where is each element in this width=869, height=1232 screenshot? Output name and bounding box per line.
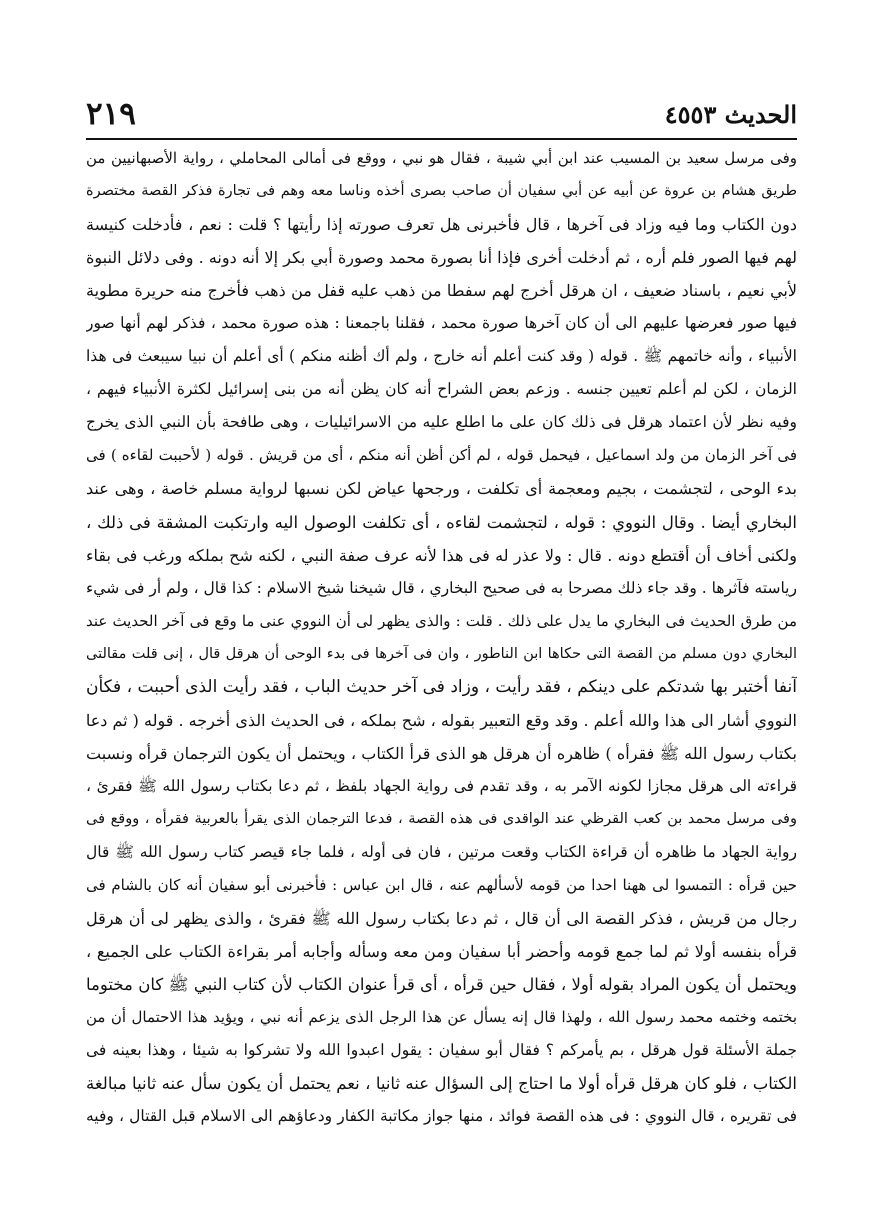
text-line: الكتاب ، فلو كان هرقل قرأه أولا ما احتاج إلى السؤال عنه ثانيا ، نعم يحتمل أن يكون سأل عنه ثانيا مبالغة [86,1074,797,1094]
text-line: رياسته فآثرها . وقد جاء ذلك مصرحا به فى صحيح البخاري ، قال شيخنا شيخ الاسلام : كذا قال ، ولم أر فى شيء [86,578,797,597]
text-line: ويحتمل أن يكون المراد بقوله أولا ، فقال حين قرأه ، أى قرأ عنوان الكتاب لأن كتاب النبي ﷺ كان مختوما [86,975,797,995]
text-line: وفيه نظر لأن اعتماد هرقل فى ذلك كان على ما اطلع عليه من الاسرائيليات ، وهى طافحة بأن النبي الذى يخرج [86,413,797,432]
text-line: حين قرأه : التمسوا لى ههنا احدا من قومه لأسألهم عنه ، قال ابن عباس : فأخبرنى أبو سفيان أنه كان بالشام فى [86,876,797,895]
running-title: الحديث ٤٥٥٣ [664,100,797,129]
text-line: وفى مرسل سعيد بن المسيب عند ابن أبي شيبة ، فقال هو نبي ، ووقع فى أمالى المحاملي ، رواية الأصبهانيين من [86,149,797,167]
text-line: بختمه وختمه محمد رسول الله ، ولهذا قال إنه يسأل عن هذا الرجل الذى يزعم أنه نبي ، ويؤيد هذا الاحتمال أن من [86,1008,797,1027]
text-line: فى آخر الزمان من ولد اسماعيل ، فيحمل قوله ، لم أكن أظن أنه منكم ، أى من قريش . قوله ( لأحببت لقاءه ) فى [86,446,797,465]
text-line: رواية الجهاد ما ظاهره أن قراءة الكتاب وقعت مرتين ، فان فى أوله ، فلما جاء قيصر كتاب رسول الله ﷺ قال [86,842,797,861]
text-line: آنفا أختبر بها شدتكم على دينكم ، فقد رأيت ، وزاد فى آخر حديث الباب ، فقد رأيت الذى أحببت ، فكأن [86,676,797,697]
text-line: من طرق الحديث فى البخاري ما يدل على ذلك . قلت : والذى يظهر لى أن النووي عنى ما وقع فى آخر الحديث عند [86,611,797,630]
text-line: وفى مرسل محمد بن كعب القرظي عند الواقدى فى هذه القصة ، فدعا الترجمان الذى يقرأ بالعربية فقرأه ، ووقع فى [86,810,797,827]
text-line: الأنبياء ، وأنه خاتمهم ﷺ . قوله ( وقد كنت أعلم أنه خارج ، ولم أك أظنه منكم ) أى أعلم أن نبيا سيبعث فى هذا [86,347,797,366]
header-rule [86,138,797,140]
text-line: بدء الوحى ، لتجشمت ، بجيم ومعجمة أى تكلفت ، ورجحها عياض لكن نسبها لرواية مسلم خاصة ، وهى عند [86,479,797,499]
text-line: لأبي نعيم ، باسناد ضعيف ، ان هرقل أخرج لهم سفطا من ذهب عليه قفل من ذهب فأخرج منه حريرة مطوية [86,281,797,301]
text-line: دون الكتاب وما فيه وزاد فى آخرها ، قال فأخبرنى هل تعرف صورته إذا رأيتها ؟ قلت : نعم ، فأدخلت كنيسة [86,215,797,235]
text-line: بكتاب رسول الله ﷺ فقرأه ) ظاهره أن هرقل هو الذى قرأ الكتاب ، ويحتمل أن يكون الترجمان قرأه ونسبت [86,743,797,763]
text-line: رجال من قريش ، فذكر القصة الى أن قال ، ثم دعا بكتاب رسول الله ﷺ فقرئ ، والذى يظهر لى أن هرقل [86,909,797,929]
text-line: لهم فيها الصور فلم أره ، ثم أدخلت أخرى فإذا أنا بصورة محمد وصورة أبي بكر إلا أنه دونه . وفى دلائل النبوة [86,248,797,268]
text-line: جملة الأسئلة قول هرقل ، بم يأمركم ؟ فقال أبو سفيان : يقول اعبدوا الله ولا تشركوا به شيئا ، وهذا بعينه فى [86,1041,797,1060]
text-line: ولكنى أخاف أن أقتطع دونه . قال : ولا عذر له فى هذا لأنه عرف صفة النبي ، لكنه شح بملكه ورغب فى بقاء [86,545,797,565]
text-line: فيها صور فعرضها عليهم الى أن كان آخرها صورة محمد ، فقلنا باجمعنا : هذه صورة محمد ، فذكر لهم أنها صور [86,314,797,333]
page-number: ٢١٩ [86,96,136,132]
text-line: النووي أشار الى هذا والله أعلم . وقد وقع التعبير بقوله ، شح بملكه ، فى الحديث الذى أخرجه . قوله ( ثم دعا [86,710,797,730]
text-line: قرأه بنفسه أولا ثم لما جمع قومه وأحضر أبا سفيان ومن معه وسأله وأجابه أمر بقراءة الكتاب على الجميع ، [86,942,797,962]
text-line: فى تقريره ، قال النووي : فى هذه القصة فوائد ، منها جواز مكاتبة الكفار ودعاؤهم الى الاسلام قبل القتال ، وفيه [86,1107,797,1126]
text-line: طريق هشام بن عروة عن أبيه عن أبي سفيان أن صاحب بصرى أخذه وناسا معه وهم فى تجارة فذكر القصة مختصرة [86,183,797,200]
text-line: البخاري دون مسلم من القصة التى حكاها ابن الناطور ، وان فى آخرها فى بدء الوحى أن هرقل قال ، إنى قلت مقالتى [86,645,797,662]
page-header [86,96,797,136]
text-line: الزمان ، لكن لم أعلم تعيين جنسه . وزعم بعض الشراح أنه كان يظن أنه من بنى إسرائيل لكثرة الأنبياء فيهم ، [86,380,797,399]
text-line: قراءته الى هرقل مجازا لكونه الآمر به ، وقد تقدم فى رواية الجهاد بلفظ ، ثم دعا بكتاب رسول الله ﷺ فقرئ ، [86,776,797,795]
text-line: البخاري أيضا . وقال النووي : قوله ، لتجشمت لقاءه ، أى تكلفت الوصول اليه وارتكبت المشقة فى ذلك ، [86,512,797,532]
body-text [86,142,797,1133]
